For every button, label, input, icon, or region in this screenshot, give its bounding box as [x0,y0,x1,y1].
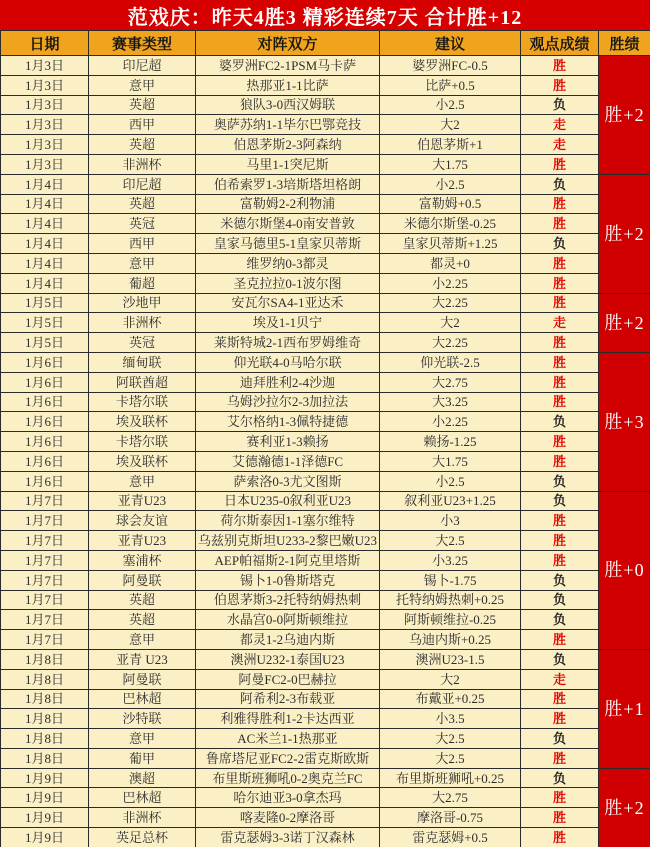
date-cell: 1月8日 [1,748,89,768]
match-cell: 利雅得胜利1-2卡达西亚 [196,709,380,729]
result-cell: 胜 [521,194,599,214]
match-cell: 艾德瀚德1-1泽德FC [196,451,380,471]
league-cell: 英超 [89,590,196,610]
table-row [1,95,650,115]
date-cell: 1月7日 [1,511,89,531]
result-cell: 负 [521,768,599,788]
table-row [1,313,650,333]
tip-cell: 阿斯顿维拉-0.25 [380,610,521,630]
result-cell: 走 [521,115,599,135]
tip-cell: 米德尔斯堡-0.25 [380,214,521,234]
streak-cell: 胜+0 [599,491,650,649]
match-cell: 日本U235-0叙利亚U23 [196,491,380,511]
date-cell: 1月7日 [1,491,89,511]
date-cell: 1月8日 [1,689,89,709]
result-cell: 走 [521,669,599,689]
league-cell: 意甲 [89,253,196,273]
tip-cell: 大2.5 [380,748,521,768]
result-cell: 胜 [521,253,599,273]
result-cell: 胜 [521,630,599,650]
match-cell: 喀麦隆0-2摩洛哥 [196,808,380,828]
tip-cell: 伯恩茅斯+1 [380,135,521,155]
tip-cell: 小3 [380,511,521,531]
league-cell: 英超 [89,135,196,155]
date-cell: 1月9日 [1,808,89,828]
result-cell: 负 [521,471,599,491]
tip-cell: 澳洲U23-1.5 [380,649,521,669]
result-cell: 负 [521,590,599,610]
result-cell: 胜 [521,273,599,293]
table-row [1,748,650,768]
result-cell: 负 [521,174,599,194]
table-row [1,669,650,689]
date-cell: 1月3日 [1,115,89,135]
tip-cell: 大2 [380,669,521,689]
table-row [1,610,650,630]
result-cell: 胜 [521,451,599,471]
table-row [1,590,650,610]
date-cell: 1月5日 [1,313,89,333]
league-cell: 意甲 [89,75,196,95]
league-cell: 非洲杯 [89,313,196,333]
tip-cell: 大2.25 [380,333,521,353]
tip-cell: 小3.25 [380,550,521,570]
result-cell: 负 [521,729,599,749]
tip-cell: 仰光联-2.5 [380,352,521,372]
league-cell: 卡塔尔联 [89,432,196,452]
league-cell: 阿曼联 [89,669,196,689]
tip-cell: 大2 [380,115,521,135]
tip-cell: 都灵+0 [380,253,521,273]
result-cell: 胜 [521,689,599,709]
table-row [1,273,650,293]
result-cell: 胜 [521,372,599,392]
match-cell: 伯恩茅斯3-2托特纳姆热刺 [196,590,380,610]
tip-cell: 布戴亚+0.25 [380,689,521,709]
date-cell: 1月7日 [1,630,89,650]
table-row [1,56,650,76]
tip-cell: 大1.75 [380,451,521,471]
table-row [1,649,650,669]
table-row [1,115,650,135]
table-row [1,412,650,432]
match-cell: 安瓦尔SA4-1亚达禾 [196,293,380,313]
table-body [1,56,650,847]
match-cell: 雷克瑟姆3-3诺丁汉森林 [196,828,380,847]
tip-cell: 赖扬-1.25 [380,432,521,452]
date-cell: 1月4日 [1,194,89,214]
date-cell: 1月4日 [1,234,89,254]
result-cell: 负 [521,570,599,590]
tip-cell: 大3.25 [380,392,521,412]
table-row [1,808,650,828]
table-row [1,333,650,353]
record-table [0,30,650,847]
date-cell: 1月6日 [1,432,89,452]
table-row [1,75,650,95]
result-cell: 胜 [521,432,599,452]
match-cell: 乌兹别克斯坦U233-2黎巴嫩U23 [196,531,380,551]
league-cell: 英足总杯 [89,828,196,847]
streak-cell: 胜+3 [599,352,650,491]
tip-cell: 小2.25 [380,273,521,293]
match-cell: 热那亚1-1比萨 [196,75,380,95]
result-cell: 胜 [521,214,599,234]
tip-cell: 大2.75 [380,788,521,808]
match-cell: 维罗纳0-3都灵 [196,253,380,273]
table-row [1,154,650,174]
date-cell: 1月9日 [1,768,89,788]
match-cell: 赛利亚1-3赖扬 [196,432,380,452]
streak-cell: 胜+2 [599,174,650,293]
table-row [1,828,650,847]
league-cell: 英超 [89,95,196,115]
table-row [1,709,650,729]
league-cell: 塞浦杯 [89,550,196,570]
table-row [1,550,650,570]
league-cell: 澳超 [89,768,196,788]
match-cell: 狼队3-0西汉姆联 [196,95,380,115]
table-row [1,214,650,234]
league-cell: 非洲杯 [89,154,196,174]
table-row [1,234,650,254]
table-row [1,174,650,194]
match-cell: 皇家马德里5-1皇家贝蒂斯 [196,234,380,254]
table-row [1,768,650,788]
match-cell: 埃及1-1贝宁 [196,313,380,333]
date-cell: 1月5日 [1,293,89,313]
date-cell: 1月6日 [1,451,89,471]
date-cell: 1月9日 [1,828,89,847]
league-cell: 巴林超 [89,788,196,808]
streak-cell: 胜+2 [599,768,650,847]
tip-cell: 小3.5 [380,709,521,729]
date-cell: 1月6日 [1,412,89,432]
tip-cell: 大2.5 [380,531,521,551]
match-cell: 米德尔斯堡4-0南安普敦 [196,214,380,234]
tip-cell: 托特纳姆热刺+0.25 [380,590,521,610]
match-cell: 伯恩茅斯2-3阿森纳 [196,135,380,155]
result-cell: 负 [521,610,599,630]
league-cell: 葡甲 [89,748,196,768]
result-cell: 负 [521,649,599,669]
table-row [1,293,650,313]
column-header-streak: 胜绩 [599,31,650,56]
date-cell: 1月4日 [1,273,89,293]
date-cell: 1月4日 [1,174,89,194]
date-cell: 1月6日 [1,372,89,392]
result-cell: 胜 [521,808,599,828]
tip-cell: 乌迪内斯+0.25 [380,630,521,650]
league-cell: 英冠 [89,333,196,353]
result-cell: 胜 [521,56,599,76]
result-cell: 胜 [521,788,599,808]
league-cell: 意甲 [89,630,196,650]
column-header-tip: 建议 [380,31,521,56]
date-cell: 1月7日 [1,550,89,570]
match-cell: 仰光联4-0马哈尔联 [196,352,380,372]
column-header-match: 对阵双方 [196,31,380,56]
match-cell: 艾尔格纳1-3佩特捷德 [196,412,380,432]
match-cell: 澳洲U232-1泰国U23 [196,649,380,669]
league-cell: 球会友谊 [89,511,196,531]
date-cell: 1月8日 [1,729,89,749]
match-cell: 布里斯班狮吼0-2奥克兰FC [196,768,380,788]
table-row [1,491,650,511]
match-cell: 奥萨苏纳1-1毕尔巴鄂竞技 [196,115,380,135]
tip-cell: 锡卜-1.75 [380,570,521,590]
date-cell: 1月8日 [1,709,89,729]
league-cell: 卡塔尔联 [89,392,196,412]
table-row [1,194,650,214]
date-cell: 1月3日 [1,154,89,174]
league-cell: 埃及联杯 [89,412,196,432]
tip-cell: 富勒姆+0.5 [380,194,521,214]
date-cell: 1月8日 [1,649,89,669]
league-cell: 西甲 [89,234,196,254]
match-cell: 阿曼FC2-0巴赫拉 [196,669,380,689]
tip-cell: 小2.25 [380,412,521,432]
league-cell: 西甲 [89,115,196,135]
tip-cell: 婆罗洲FC-0.5 [380,56,521,76]
match-cell: 迪拜胜利2-4沙迦 [196,372,380,392]
result-cell: 胜 [521,333,599,353]
league-cell: 沙地甲 [89,293,196,313]
match-cell: 乌姆沙拉尔2-3加拉法 [196,392,380,412]
date-cell: 1月7日 [1,590,89,610]
table-row [1,392,650,412]
date-cell: 1月6日 [1,471,89,491]
date-cell: 1月6日 [1,352,89,372]
league-cell: 亚青U23 [89,491,196,511]
tip-cell: 大2.5 [380,729,521,749]
tip-cell: 布里斯班狮吼+0.25 [380,768,521,788]
table-row [1,432,650,452]
table-row [1,135,650,155]
match-cell: 哈尔迪亚3-0拿杰玛 [196,788,380,808]
column-header-result: 观点成绩 [521,31,599,56]
result-cell: 胜 [521,828,599,847]
result-cell: 负 [521,234,599,254]
tip-cell: 雷克瑟姆+0.5 [380,828,521,847]
date-cell: 1月7日 [1,570,89,590]
result-cell: 胜 [521,550,599,570]
tip-cell: 摩洛哥-0.75 [380,808,521,828]
league-cell: 亚青 U23 [89,649,196,669]
result-cell: 胜 [521,709,599,729]
header-row [1,31,650,56]
date-cell: 1月3日 [1,56,89,76]
match-cell: 阿希利2-3布载亚 [196,689,380,709]
table-row [1,352,650,372]
date-cell: 1月6日 [1,392,89,412]
match-cell: 萨索洛0-3尤文图斯 [196,471,380,491]
page-title: 范戏庆：昨天4胜3 精彩连续7天 合计胜+12 [0,0,650,30]
league-cell: 英超 [89,194,196,214]
table-row [1,531,650,551]
match-cell: 荷尔斯泰因1-1塞尔维特 [196,511,380,531]
date-cell: 1月3日 [1,75,89,95]
result-cell: 胜 [521,352,599,372]
league-cell: 亚青U23 [89,531,196,551]
table-row [1,689,650,709]
match-cell: 婆罗洲FC2-1PSM马卡萨 [196,56,380,76]
result-cell: 负 [521,95,599,115]
date-cell: 1月3日 [1,135,89,155]
league-cell: 意甲 [89,471,196,491]
league-cell: 阿曼联 [89,570,196,590]
league-cell: 意甲 [89,729,196,749]
league-cell: 沙特联 [89,709,196,729]
match-cell: AEP帕福斯2-1阿克里塔斯 [196,550,380,570]
match-cell: 马里1-1突尼斯 [196,154,380,174]
league-cell: 英冠 [89,214,196,234]
date-cell: 1月4日 [1,214,89,234]
tip-cell: 小2.5 [380,95,521,115]
league-cell: 阿联酋超 [89,372,196,392]
league-cell: 巴林超 [89,689,196,709]
streak-cell: 胜+2 [599,56,650,175]
result-cell: 负 [521,412,599,432]
league-cell: 印尼超 [89,174,196,194]
match-cell: AC米兰1-1热那亚 [196,729,380,749]
table-row [1,451,650,471]
result-cell: 走 [521,135,599,155]
match-cell: 莱斯特城2-1西布罗姆维奇 [196,333,380,353]
table-row [1,471,650,491]
table-row [1,630,650,650]
column-header-date: 日期 [1,31,89,56]
table-row [1,788,650,808]
table-row [1,570,650,590]
tip-cell: 大1.75 [380,154,521,174]
tip-cell: 大2 [380,313,521,333]
league-cell: 葡超 [89,273,196,293]
result-cell: 走 [521,313,599,333]
date-cell: 1月5日 [1,333,89,353]
result-cell: 胜 [521,293,599,313]
table-row [1,372,650,392]
match-cell: 锡卜1-0鲁斯塔克 [196,570,380,590]
match-cell: 鲁席塔尼亚FC2-2雷克斯欧斯 [196,748,380,768]
result-cell: 胜 [521,511,599,531]
match-cell: 伯希索罗1-3培斯塔坦格朗 [196,174,380,194]
date-cell: 1月9日 [1,788,89,808]
league-cell: 印尼超 [89,56,196,76]
result-cell: 胜 [521,75,599,95]
date-cell: 1月4日 [1,253,89,273]
tip-cell: 小2.5 [380,174,521,194]
result-cell: 胜 [521,748,599,768]
league-cell: 非洲杯 [89,808,196,828]
league-cell: 缅甸联 [89,352,196,372]
match-cell: 水晶宫0-0阿斯顿维拉 [196,610,380,630]
date-cell: 1月3日 [1,95,89,115]
table-row [1,253,650,273]
streak-cell: 胜+2 [599,293,650,352]
date-cell: 1月7日 [1,610,89,630]
table-header [1,31,650,56]
result-cell: 胜 [521,392,599,412]
match-cell: 富勒姆2-2利物浦 [196,194,380,214]
tip-cell: 大2.75 [380,372,521,392]
league-cell: 埃及联杯 [89,451,196,471]
result-cell: 胜 [521,531,599,551]
streak-cell: 胜+1 [599,649,650,768]
tip-cell: 小2.5 [380,471,521,491]
tip-cell: 大2.25 [380,293,521,313]
tip-cell: 皇家贝蒂斯+1.25 [380,234,521,254]
date-cell: 1月7日 [1,531,89,551]
match-cell: 都灵1-2乌迪内斯 [196,630,380,650]
column-header-league: 赛事类型 [89,31,196,56]
league-cell: 英超 [89,610,196,630]
table-row [1,511,650,531]
table-row [1,729,650,749]
result-cell: 胜 [521,154,599,174]
tip-cell: 叙利亚U23+1.25 [380,491,521,511]
tip-cell: 比萨+0.5 [380,75,521,95]
result-cell: 负 [521,491,599,511]
match-cell: 圣克拉拉0-1波尔图 [196,273,380,293]
date-cell: 1月8日 [1,669,89,689]
